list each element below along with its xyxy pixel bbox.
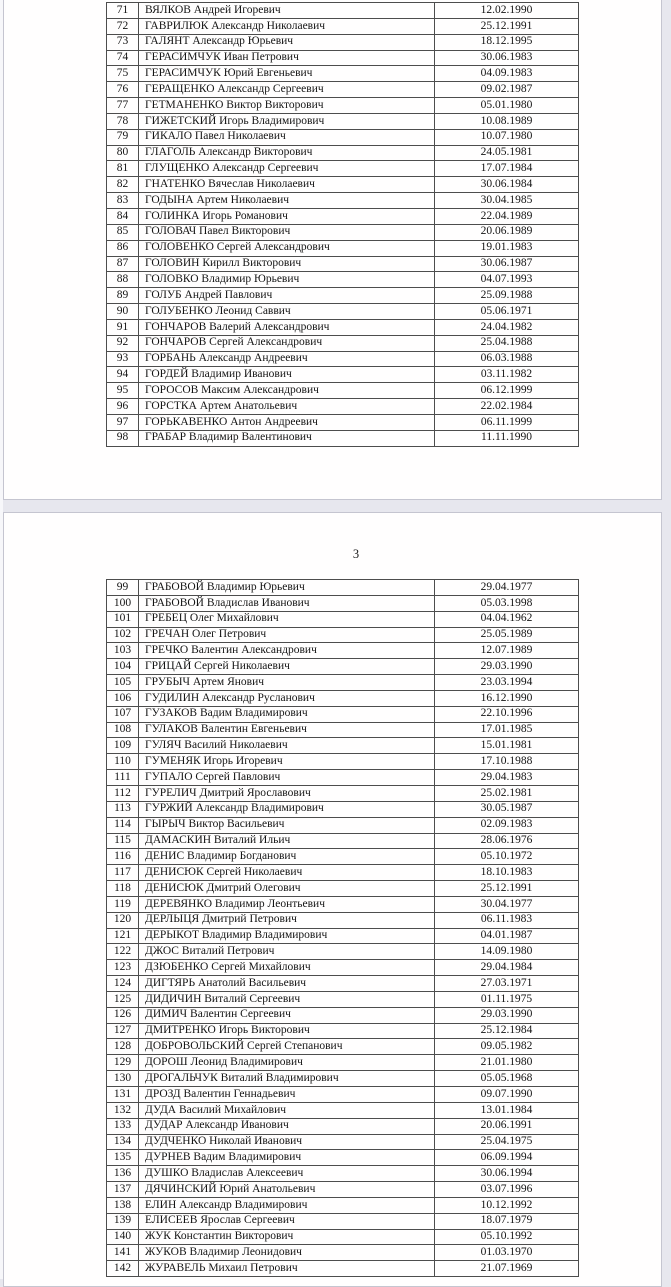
birth-date-cell: 06.09.1994 [435,1150,579,1166]
row-number-cell: 139 [107,1213,139,1229]
person-name-cell: ГУПАЛО Сергей Павлович [139,770,435,786]
birth-date-cell: 04.07.1993 [435,272,579,288]
table-row [107,960,579,976]
birth-date-cell: 05.06.1971 [435,304,579,320]
person-name-cell: ГЕРАЩЕНКО Александр Сергеевич [139,82,435,98]
table-row [107,754,579,770]
table-row [107,706,579,722]
row-number-cell: 76 [107,82,139,98]
table-row [107,34,579,50]
table-row [107,595,579,611]
person-name-cell: ДЯЧИНСКИЙ Юрий Анатольевич [139,1182,435,1198]
table-row [107,304,579,320]
birth-date-cell: 10.12.1992 [435,1197,579,1213]
person-name-cell: ДЕНИС Владимир Богданович [139,849,435,865]
row-number-cell: 75 [107,66,139,82]
row-number-cell: 72 [107,18,139,34]
person-name-cell: ГНАТЕНКО Вячеслав Николаевич [139,177,435,193]
person-name-cell: ГОЛУБЕНКО Леонид Саввич [139,304,435,320]
row-number-cell: 73 [107,34,139,50]
birth-date-cell: 29.03.1990 [435,1007,579,1023]
row-number-cell: 134 [107,1134,139,1150]
birth-date-cell: 30.04.1977 [435,896,579,912]
birth-date-cell: 15.01.1981 [435,738,579,754]
table-row [107,675,579,691]
row-number-cell: 125 [107,991,139,1007]
birth-date-cell: 01.03.1970 [435,1245,579,1261]
table-row [107,367,579,383]
birth-date-cell: 02.09.1983 [435,817,579,833]
birth-date-cell: 30.05.1987 [435,801,579,817]
person-name-cell: ГОДЫНА Артем Николаевич [139,193,435,209]
table-row [107,66,579,82]
table-row [107,288,579,304]
person-name-cell: ЖУКОВ Владимир Леонидович [139,1245,435,1261]
person-name-cell: ГЛУЩЕНКО Александр Сергеевич [139,161,435,177]
row-number-cell: 122 [107,944,139,960]
row-number-cell: 116 [107,849,139,865]
person-name-cell: ДРОГАЛЬЧУК Виталий Владимирович [139,1071,435,1087]
person-name-cell: ДАМАСКИН Виталий Ильич [139,833,435,849]
table-row [107,224,579,240]
birth-date-cell: 29.04.1984 [435,960,579,976]
personnel-table-page-2 [106,2,579,447]
birth-date-cell: 09.07.1990 [435,1087,579,1103]
birth-date-cell: 25.05.1989 [435,627,579,643]
table-row [107,1197,579,1213]
row-number-cell: 104 [107,659,139,675]
person-name-cell: ГИКАЛО Павел Николаевич [139,129,435,145]
row-number-cell: 117 [107,865,139,881]
person-name-cell: ДУШКО Владислав Алексеевич [139,1166,435,1182]
table-row [107,690,579,706]
person-name-cell: ГЕТМАНЕНКО Виктор Викторович [139,98,435,114]
table-row [107,817,579,833]
table-row [107,3,579,19]
table-row [107,113,579,129]
table-row [107,1007,579,1023]
person-name-cell: ГАВРИЛЮК Александр Николаевич [139,18,435,34]
table-row [107,399,579,415]
person-name-cell: ГУРЕЛИЧ Дмитрий Ярославович [139,785,435,801]
birth-date-cell: 03.07.1996 [435,1182,579,1198]
birth-date-cell: 22.02.1984 [435,399,579,415]
birth-date-cell: 28.06.1976 [435,833,579,849]
table-row [107,865,579,881]
table-row [107,881,579,897]
person-name-cell: ДОБРОВОЛЬСКИЙ Сергей Степанович [139,1039,435,1055]
row-number-cell: 128 [107,1039,139,1055]
person-name-cell: ГРАБАР Владимир Валентинович [139,430,435,446]
birth-date-cell: 25.04.1988 [435,335,579,351]
table-row [107,722,579,738]
row-number-cell: 142 [107,1261,139,1277]
birth-date-cell: 25.02.1981 [435,785,579,801]
birth-date-cell: 29.04.1983 [435,770,579,786]
table-row [107,928,579,944]
birth-date-cell: 22.04.1989 [435,208,579,224]
row-number-cell: 121 [107,928,139,944]
row-number-cell: 80 [107,145,139,161]
row-number-cell: 92 [107,335,139,351]
row-number-cell: 82 [107,177,139,193]
table-row [107,849,579,865]
birth-date-cell: 12.02.1990 [435,3,579,19]
person-name-cell: ГРАБОВОЙ Владимир Юрьевич [139,580,435,596]
table-row [107,770,579,786]
row-number-cell: 119 [107,896,139,912]
table-row [107,1134,579,1150]
row-number-cell: 98 [107,430,139,446]
birth-date-cell: 04.09.1983 [435,66,579,82]
person-name-cell: ГЫРЫЧ Виктор Васильевич [139,817,435,833]
table-row [107,991,579,1007]
row-number-cell: 129 [107,1055,139,1071]
person-name-cell: ДОРОШ Леонид Владимирович [139,1055,435,1071]
person-name-cell: ГРУБЫЧ Артем Янович [139,675,435,691]
table-row [107,351,579,367]
row-number-cell: 112 [107,785,139,801]
person-name-cell: ДЕРЫКОТ Владимир Владимирович [139,928,435,944]
table-row [107,208,579,224]
person-name-cell: ДЕНИСЮК Сергей Николаевич [139,865,435,881]
birth-date-cell: 18.07.1979 [435,1213,579,1229]
birth-date-cell: 30.06.1984 [435,177,579,193]
person-name-cell: ЕЛИСЕЕВ Ярослав Сергеевич [139,1213,435,1229]
row-number-cell: 78 [107,113,139,129]
table-row [107,976,579,992]
person-name-cell: ДЗЮБЕНКО Сергей Михайлович [139,960,435,976]
table-row [107,193,579,209]
row-number-cell: 120 [107,912,139,928]
row-number-cell: 94 [107,367,139,383]
personnel-table-page-3 [106,579,579,1277]
birth-date-cell: 13.01.1984 [435,1102,579,1118]
table-row [107,1245,579,1261]
person-name-cell: ГУЛАКОВ Валентин Евгеньевич [139,722,435,738]
person-name-cell: ГОРСТКА Артем Анатольевич [139,399,435,415]
person-name-cell: ГУМЕНЯК Игорь Игоревич [139,754,435,770]
table-row [107,1087,579,1103]
page-number: 3 [352,547,360,561]
table-row [107,82,579,98]
person-name-cell: ДРОЗД Валентин Геннадьевич [139,1087,435,1103]
table-row [107,18,579,34]
birth-date-cell: 30.06.1987 [435,256,579,272]
person-name-cell: ДЖОС Виталий Петрович [139,944,435,960]
birth-date-cell: 09.05.1982 [435,1039,579,1055]
table-row [107,1023,579,1039]
row-number-cell: 126 [107,1007,139,1023]
row-number-cell: 100 [107,595,139,611]
birth-date-cell: 14.09.1980 [435,944,579,960]
row-number-cell: 141 [107,1245,139,1261]
birth-date-cell: 05.05.1968 [435,1071,579,1087]
person-name-cell: ДЕРЕВЯНКО Владимир Леонтьевич [139,896,435,912]
row-number-cell: 136 [107,1166,139,1182]
row-number-cell: 114 [107,817,139,833]
table-row [107,1261,579,1277]
person-name-cell: ГОРБАНЬ Александр Андреевич [139,351,435,367]
birth-date-cell: 06.12.1999 [435,383,579,399]
row-number-cell: 132 [107,1102,139,1118]
table-row [107,414,579,430]
table-row [107,912,579,928]
table-row [107,319,579,335]
table-row [107,1150,579,1166]
row-number-cell: 123 [107,960,139,976]
row-number-cell: 108 [107,722,139,738]
person-name-cell: ДИГТЯРЬ Анатолий Васильевич [139,976,435,992]
person-name-cell: ДЕНИСЮК Дмитрий Олегович [139,881,435,897]
birth-date-cell: 04.04.1962 [435,611,579,627]
person-name-cell: ДУДЧЕНКО Николай Иванович [139,1134,435,1150]
table-row [107,50,579,66]
table-row [107,383,579,399]
row-number-cell: 105 [107,675,139,691]
row-number-cell: 90 [107,304,139,320]
person-name-cell: ГРЕЧАН Олег Петрович [139,627,435,643]
person-name-cell: ВЯЛКОВ Андрей Игоревич [139,3,435,19]
table-row [107,785,579,801]
person-name-cell: ЖУК Константин Викторович [139,1229,435,1245]
birth-date-cell: 29.03.1990 [435,659,579,675]
birth-date-cell: 21.07.1969 [435,1261,579,1277]
row-number-cell: 71 [107,3,139,19]
birth-date-cell: 17.01.1985 [435,722,579,738]
table-row [107,1229,579,1245]
row-number-cell: 111 [107,770,139,786]
person-name-cell: ДУДА Василий Михайлович [139,1102,435,1118]
birth-date-cell: 03.11.1982 [435,367,579,383]
birth-date-cell: 30.04.1985 [435,193,579,209]
row-number-cell: 130 [107,1071,139,1087]
birth-date-cell: 25.09.1988 [435,288,579,304]
person-name-cell: ГЕРАСИМЧУК Юрий Евгеньевич [139,66,435,82]
table-row [107,580,579,596]
row-number-cell: 95 [107,383,139,399]
birth-date-cell: 10.07.1980 [435,129,579,145]
table-row [107,643,579,659]
table-row [107,1071,579,1087]
row-number-cell: 85 [107,224,139,240]
birth-date-cell: 06.11.1999 [435,414,579,430]
birth-date-cell: 17.07.1984 [435,161,579,177]
pdf-page-3 [3,512,662,1287]
table-row [107,1182,579,1198]
table-row [107,430,579,446]
row-number-cell: 84 [107,208,139,224]
birth-date-cell: 29.04.1977 [435,580,579,596]
birth-date-cell: 30.06.1994 [435,1166,579,1182]
table-row [107,145,579,161]
row-number-cell: 135 [107,1150,139,1166]
birth-date-cell: 06.03.1988 [435,351,579,367]
table-row [107,240,579,256]
table-row [107,161,579,177]
birth-date-cell: 21.01.1980 [435,1055,579,1071]
table-row [107,627,579,643]
birth-date-cell: 20.06.1989 [435,224,579,240]
person-name-cell: ДМИТРЕНКО Игорь Викторович [139,1023,435,1039]
table-row [107,272,579,288]
birth-date-cell: 22.10.1996 [435,706,579,722]
table-row [107,1039,579,1055]
person-name-cell: ГОЛИНКА Игорь Романович [139,208,435,224]
row-number-cell: 93 [107,351,139,367]
row-number-cell: 87 [107,256,139,272]
table-row [107,801,579,817]
birth-date-cell: 25.12.1984 [435,1023,579,1039]
birth-date-cell: 06.11.1983 [435,912,579,928]
row-number-cell: 127 [107,1023,139,1039]
row-number-cell: 133 [107,1118,139,1134]
person-name-cell: ГОНЧАРОВ Сергей Александрович [139,335,435,351]
row-number-cell: 103 [107,643,139,659]
person-name-cell: ГОЛУБ Андрей Павлович [139,288,435,304]
row-number-cell: 109 [107,738,139,754]
birth-date-cell: 01.11.1975 [435,991,579,1007]
person-name-cell: ГОРДЕЙ Владимир Иванович [139,367,435,383]
person-name-cell: ГРЕЧКО Валентин Александрович [139,643,435,659]
person-name-cell: ГОЛОВИН Кирилл Викторович [139,256,435,272]
row-number-cell: 118 [107,881,139,897]
table-row [107,335,579,351]
birth-date-cell: 05.10.1992 [435,1229,579,1245]
birth-date-cell: 24.05.1981 [435,145,579,161]
row-number-cell: 83 [107,193,139,209]
person-name-cell: ГЕРАСИМЧУК Иван Петрович [139,50,435,66]
person-name-cell: ГУЗАКОВ Вадим Владимирович [139,706,435,722]
person-name-cell: ГОРЬКАВЕНКО Антон Андреевич [139,414,435,430]
person-name-cell: ГАЛЯНТ Александр Юрьевич [139,34,435,50]
row-number-cell: 88 [107,272,139,288]
row-number-cell: 115 [107,833,139,849]
row-number-cell: 99 [107,580,139,596]
pdf-page-2 [3,0,662,500]
row-number-cell: 91 [107,319,139,335]
table-row [107,256,579,272]
birth-date-cell: 10.08.1989 [435,113,579,129]
row-number-cell: 138 [107,1197,139,1213]
table-row [107,1055,579,1071]
row-number-cell: 124 [107,976,139,992]
birth-date-cell: 18.10.1983 [435,865,579,881]
row-number-cell: 96 [107,399,139,415]
person-name-cell: ГРИЦАЙ Сергей Николаевич [139,659,435,675]
person-name-cell: ДЕРЛЫЦЯ Дмитрий Петрович [139,912,435,928]
person-name-cell: ДИМИЧ Валентин Сергеевич [139,1007,435,1023]
person-name-cell: ГОЛОВАЧ Павел Викторович [139,224,435,240]
row-number-cell: 97 [107,414,139,430]
row-number-cell: 113 [107,801,139,817]
person-name-cell: ГИЖЕТСКИЙ Игорь Владимирович [139,113,435,129]
table-row [107,611,579,627]
birth-date-cell: 20.06.1991 [435,1118,579,1134]
table-row [107,1102,579,1118]
person-name-cell: ДУРНЕВ Вадим Владимирович [139,1150,435,1166]
birth-date-cell: 05.01.1980 [435,98,579,114]
row-number-cell: 102 [107,627,139,643]
table-row [107,1213,579,1229]
person-name-cell: ГОРОСОВ Максим Александрович [139,383,435,399]
row-number-cell: 79 [107,129,139,145]
birth-date-cell: 30.06.1983 [435,50,579,66]
birth-date-cell: 23.03.1994 [435,675,579,691]
birth-date-cell: 05.03.1998 [435,595,579,611]
row-number-cell: 131 [107,1087,139,1103]
table-row [107,1166,579,1182]
birth-date-cell: 27.03.1971 [435,976,579,992]
row-number-cell: 107 [107,706,139,722]
person-name-cell: ГУЛЯЧ Василий Николаевич [139,738,435,754]
person-name-cell: ГРЕБЕЦ Олег Михайлович [139,611,435,627]
birth-date-cell: 19.01.1983 [435,240,579,256]
table-row [107,98,579,114]
row-number-cell: 106 [107,690,139,706]
person-name-cell: ГУРЖИЙ Александр Владимирович [139,801,435,817]
birth-date-cell: 18.12.1995 [435,34,579,50]
birth-date-cell: 24.04.1982 [435,319,579,335]
birth-date-cell: 11.11.1990 [435,430,579,446]
row-number-cell: 137 [107,1182,139,1198]
table-row [107,1118,579,1134]
table-row [107,896,579,912]
person-name-cell: ДУДАР Александр Иванович [139,1118,435,1134]
table-row [107,738,579,754]
row-number-cell: 74 [107,50,139,66]
person-name-cell: ЕЛИН Александр Владимирович [139,1197,435,1213]
birth-date-cell: 25.04.1975 [435,1134,579,1150]
birth-date-cell: 25.12.1991 [435,18,579,34]
birth-date-cell: 25.12.1991 [435,881,579,897]
birth-date-cell: 05.10.1972 [435,849,579,865]
person-name-cell: ДИДИЧИН Виталий Сергеевич [139,991,435,1007]
person-name-cell: ЖУРАВЕЛЬ Михаил Петрович [139,1261,435,1277]
table-row [107,833,579,849]
person-name-cell: ГОЛОВЕНКО Сергей Александрович [139,240,435,256]
birth-date-cell: 04.01.1987 [435,928,579,944]
table-row [107,129,579,145]
row-number-cell: 110 [107,754,139,770]
table-row [107,177,579,193]
birth-date-cell: 17.10.1988 [435,754,579,770]
table-row [107,944,579,960]
row-number-cell: 81 [107,161,139,177]
row-number-cell: 140 [107,1229,139,1245]
row-number-cell: 89 [107,288,139,304]
birth-date-cell: 09.02.1987 [435,82,579,98]
row-number-cell: 77 [107,98,139,114]
person-name-cell: ГЛАГОЛЬ Александр Викторович [139,145,435,161]
birth-date-cell: 16.12.1990 [435,690,579,706]
row-number-cell: 101 [107,611,139,627]
person-name-cell: ГОНЧАРОВ Валерий Александрович [139,319,435,335]
table-row [107,659,579,675]
birth-date-cell: 12.07.1989 [435,643,579,659]
person-name-cell: ГРАБОВОЙ Владислав Иванович [139,595,435,611]
person-name-cell: ГОЛОВКО Владимир Юрьевич [139,272,435,288]
row-number-cell: 86 [107,240,139,256]
person-name-cell: ГУДИЛИН Александр Русланович [139,690,435,706]
